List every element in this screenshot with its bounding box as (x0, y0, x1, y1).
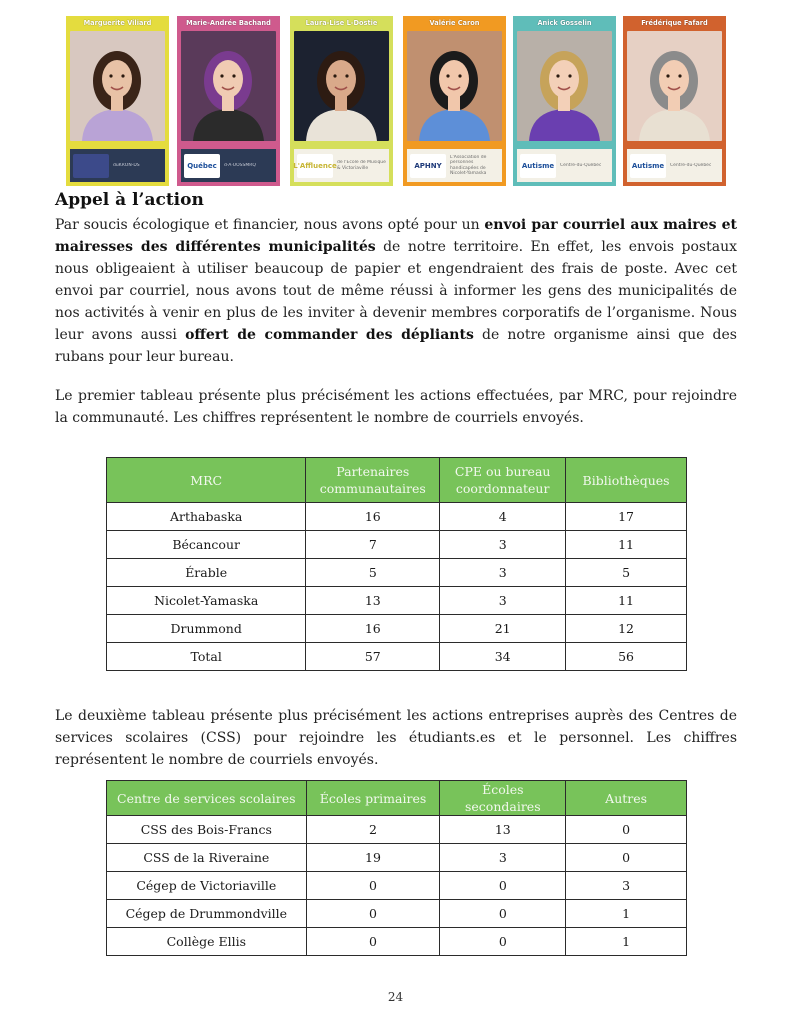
value-cell: 12 (566, 615, 687, 643)
partner-logo: L'Affluence (297, 154, 333, 178)
partner-logo: APHNY (410, 154, 446, 178)
value-cell: 7 (306, 531, 440, 559)
row-label-cell: Cégep de Victoriaville (107, 872, 307, 900)
row-label-cell: Drummond (107, 615, 306, 643)
table-row (107, 531, 687, 559)
table-row (107, 559, 687, 587)
column-header: Écoles secondaires (440, 781, 566, 816)
volunteer-card (290, 16, 393, 186)
volunteer-photo-strip (66, 16, 726, 186)
volunteer-card (623, 16, 726, 186)
value-cell: 17 (566, 503, 687, 531)
page-number: 24 (387, 990, 404, 1004)
column-header: MRC (107, 458, 306, 503)
table-row (107, 844, 687, 872)
partner-logo-band (181, 149, 276, 182)
volunteer-card (513, 16, 616, 186)
column-header: Partenaires communautaires (306, 458, 440, 503)
value-cell: 0 (440, 928, 566, 956)
table-header-row (107, 781, 687, 816)
volunteer-photo (517, 31, 612, 141)
value-cell: 4 (440, 503, 566, 531)
mrc-email-table (106, 457, 687, 671)
value-cell: 0 (306, 900, 440, 928)
partner-logo (73, 154, 109, 178)
volunteer-name: Valérie Caron (429, 19, 480, 27)
volunteer-name: Frédérique Fafard (641, 19, 708, 27)
row-label-cell: CSS de la Riveraine (107, 844, 307, 872)
partner-logo-text: duKRON-DS (113, 162, 140, 168)
value-cell: 2 (306, 816, 440, 844)
value-cell: 16 (306, 615, 440, 643)
partner-logo: Québec (184, 154, 220, 178)
value-cell: 11 (566, 531, 687, 559)
text-run: de notre territoire. En effet, les envois postaux nous obligeaient à utiliser beaucoup de papier et engendraient des frais de poste. Avec cet envoi par courriel, nous avons tout de même réussi à informer les gens des municipalités de nos activités à venir en plus de les inviter à devenir membres corporatifs de l’organisme. Nous leur avons aussi (55, 239, 737, 343)
column-header: Centre de services scolaires (107, 781, 307, 816)
value-cell: 3 (440, 559, 566, 587)
row-label-cell: CSS des Bois-Francs (107, 816, 307, 844)
table1-intro: Le premier tableau présente plus précisément les actions effectuées, par MRC, pour rejoindre la communauté. Les chiffres représentent le nombre de courriels envoyés. (55, 388, 737, 426)
text-run: de notre organisme ainsi que des rubans pour leur bureau. (55, 327, 737, 365)
value-cell: 1 (566, 928, 687, 956)
volunteer-name: Marguerite Viliard (83, 19, 152, 27)
css-email-table (106, 780, 687, 956)
value-cell: 57 (306, 643, 440, 671)
value-cell: 1 (566, 900, 687, 928)
value-cell: 0 (566, 816, 687, 844)
row-label-cell: Collège Ellis (107, 928, 307, 956)
column-header: Autres (566, 781, 687, 816)
partner-logo-text: L'Association de personnes handicapées de Nicolet-Yamaska (450, 154, 487, 176)
section-heading: Appel à l’action (55, 190, 204, 210)
value-cell: 5 (306, 559, 440, 587)
value-cell: 0 (566, 844, 687, 872)
value-cell: 3 (440, 844, 566, 872)
table-row (107, 503, 687, 531)
partner-logo-band (407, 149, 502, 182)
value-cell: 19 (306, 844, 440, 872)
value-cell: 3 (440, 531, 566, 559)
volunteer-photo (627, 31, 722, 141)
table-row (107, 928, 687, 956)
row-label-cell: Bécancour (107, 531, 306, 559)
value-cell: 21 (440, 615, 566, 643)
row-label-cell: Érable (107, 559, 306, 587)
volunteer-photo (181, 31, 276, 141)
table2-intro: Le deuxième tableau présente plus précisément les actions entreprises auprès des Centres de services scolaires (CSS) pour rejoindre les étudiants.es et le personnel. Les chiffres représentent le nombre de courriels envoyés. (55, 708, 737, 768)
volunteer-card (403, 16, 506, 186)
partner-logo-text: de l'École de Musique & Victoriaville (337, 160, 386, 171)
volunteer-name: Anick Gosselin (537, 19, 592, 27)
row-label-cell: Cégep de Drummondville (107, 900, 307, 928)
volunteer-name: Laura-Lise L-Dostie (305, 19, 378, 27)
value-cell: 13 (440, 816, 566, 844)
column-header: Bibliothèques (566, 458, 687, 503)
value-cell: 0 (440, 872, 566, 900)
table-row (107, 643, 687, 671)
row-label-cell: Nicolet-Yamaska (107, 587, 306, 615)
bold-text: envoi par courriel aux maires et mairesses des différentes municipalités (55, 217, 737, 255)
row-label-cell: Arthabaska (107, 503, 306, 531)
partner-logo: Autisme (630, 154, 666, 178)
row-label-cell: Total (107, 643, 306, 671)
volunteer-photo (407, 31, 502, 141)
volunteer-photo (294, 31, 389, 141)
column-header: CPE ou bureau coordonnateur (440, 458, 566, 503)
value-cell: 13 (306, 587, 440, 615)
table-row (107, 615, 687, 643)
value-cell: 56 (566, 643, 687, 671)
partner-logo-band (294, 149, 389, 182)
volunteer-name: Marie-Andrée Bachand (186, 19, 271, 27)
partner-logo: Autisme (520, 154, 556, 178)
partner-logo-band (70, 149, 165, 182)
volunteer-card (177, 16, 280, 186)
table-row (107, 900, 687, 928)
value-cell: 5 (566, 559, 687, 587)
volunteer-card (66, 16, 169, 186)
value-cell: 16 (306, 503, 440, 531)
column-header: Écoles primaires (306, 781, 440, 816)
table-row (107, 816, 687, 844)
table-row (107, 872, 687, 900)
value-cell: 34 (440, 643, 566, 671)
volunteer-photo (70, 31, 165, 141)
value-cell: 0 (306, 872, 440, 900)
intro-paragraph (55, 214, 737, 368)
partner-logo-band (627, 149, 722, 182)
table-row (107, 587, 687, 615)
value-cell: 0 (306, 928, 440, 956)
partner-logo-text: Centre-du-Québec (670, 162, 712, 168)
value-cell: 0 (440, 900, 566, 928)
partner-logo-band (517, 149, 612, 182)
table-header-row (107, 458, 687, 503)
text-run: Par soucis écologique et financier, nous avons opté pour un (55, 217, 485, 233)
value-cell: 3 (440, 587, 566, 615)
bold-text: offert de commander des dépliants (185, 327, 474, 343)
value-cell: 3 (566, 872, 687, 900)
partner-logo-text: Centre-du-Québec (560, 162, 602, 168)
value-cell: 11 (566, 587, 687, 615)
partner-logo-text: d·A·UOSSMRQ (224, 162, 256, 168)
